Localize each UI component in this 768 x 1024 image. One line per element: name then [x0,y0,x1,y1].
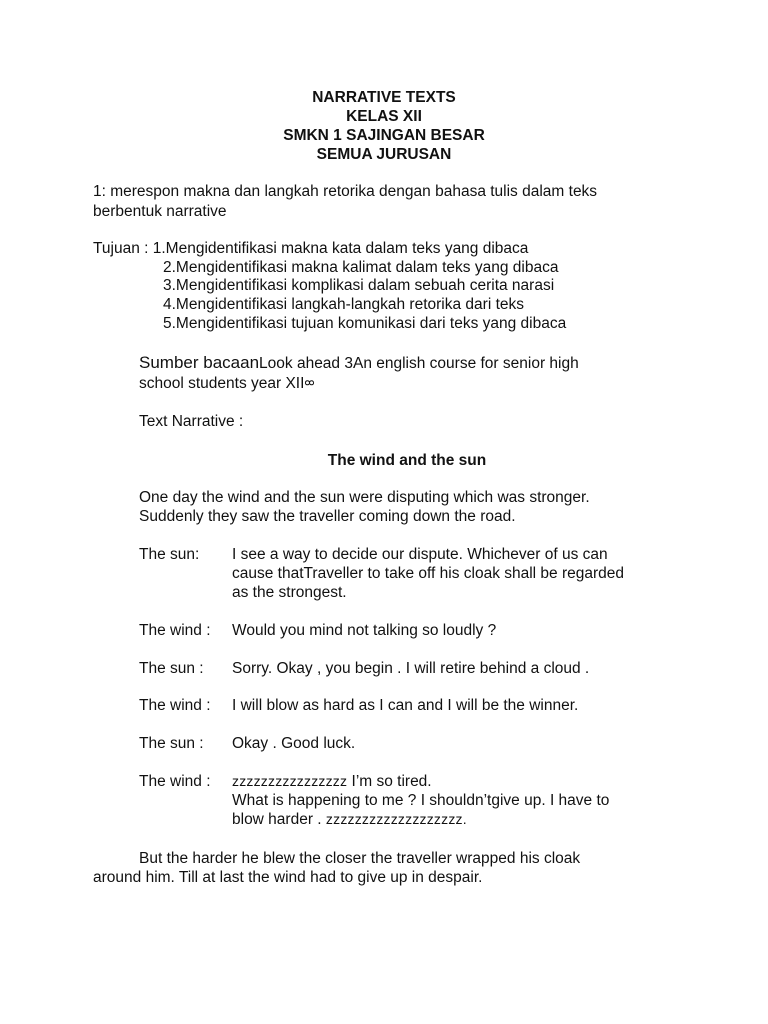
speaker-wind: The wind : [139,773,211,790]
speaker-wind: The wind : [139,622,211,639]
dialogue-line [232,810,467,829]
dialogue-line: I will blow as hard as I can and I will be the winner. [232,697,579,714]
text-type-label: Text Narrative : [139,413,244,430]
dialogue-line: Okay . Good luck. [232,735,356,752]
dialogue-line: as the strongest. [232,584,347,601]
source-glyph: ᢁ [304,376,315,391]
source-label: Sumber bacaan [139,353,260,372]
header-class: KELAS XII [346,108,422,125]
goals-label: Tujuan : [93,240,153,257]
goal-item-1-text: 1.Mengidentifikasi makna kata dalam teks yang dibaca [152,240,529,257]
source-line-2 [139,374,315,393]
dialogue-line: cause thatTraveller to take off his cloak shall be regarded [232,565,625,582]
competency-line-1: 1: merespon makna dan langkah retorika dengan bahasa tulis dalam teks [93,183,598,200]
dialogue-line [232,772,432,791]
story-title: The wind and the sun [327,452,487,469]
dialogue-line: Sorry. Okay , you begin . I will retire behind a cloud . [232,660,590,677]
speaker-sun: The sun: [139,546,200,563]
source-text-2: school students year XII [139,375,305,392]
snore-text: zzzzzzzzzzzzzzzzzzz. [325,811,467,827]
header-school: SMKN 1 SAJINGAN BESAR [283,127,485,144]
goal-item-3: 3.Mengidentifikasi komplikasi dalam sebuah cerita narasi [163,277,555,294]
dialogue-line: What is happening to me ? I shouldn’tgive up. I have to [232,792,610,809]
source-line-1 [139,353,579,373]
speaker-sun: The sun : [139,735,204,752]
dialogue-line: I see a way to decide our dispute. Whichever of us can [232,546,608,563]
story-ending-2: around him. Till at last the wind had to give up in despair. [93,869,483,886]
header-department: SEMUA JURUSAN [316,146,452,163]
goal-item-1 [93,239,528,258]
speaker-sun: The sun : [139,660,204,677]
story-ending-1: But the harder he blew the closer the traveller wrapped his cloak [139,850,581,867]
goal-item-4: 4.Mengidentifikasi langkah-langkah retorika dari teks [163,296,525,313]
source-text-1: Look ahead 3An english course for senior high [259,355,579,372]
dialogue-text: I’m so tired. [347,773,432,790]
dialogue-line: Would you mind not talking so loudly ? [232,622,497,639]
header-title: NARRATIVE TEXTS [312,89,456,106]
goal-item-5: 5.Mengidentifikasi tujuan komunikasi dari teks yang dibaca [163,315,567,332]
document-header [0,88,768,164]
dialogue-text: blow harder . [232,811,326,828]
goal-item-2: 2.Mengidentifikasi makna kalimat dalam teks yang dibaca [163,259,559,276]
speaker-wind: The wind : [139,697,211,714]
competency-line-2: berbentuk narrative [93,203,227,220]
story-intro-1: One day the wind and the sun were disputing which was stronger. [139,489,590,506]
snore-text: zzzzzzzzzzzzzzzz [232,773,348,789]
story-intro-2: Suddenly they saw the traveller coming down the road. [139,508,516,525]
